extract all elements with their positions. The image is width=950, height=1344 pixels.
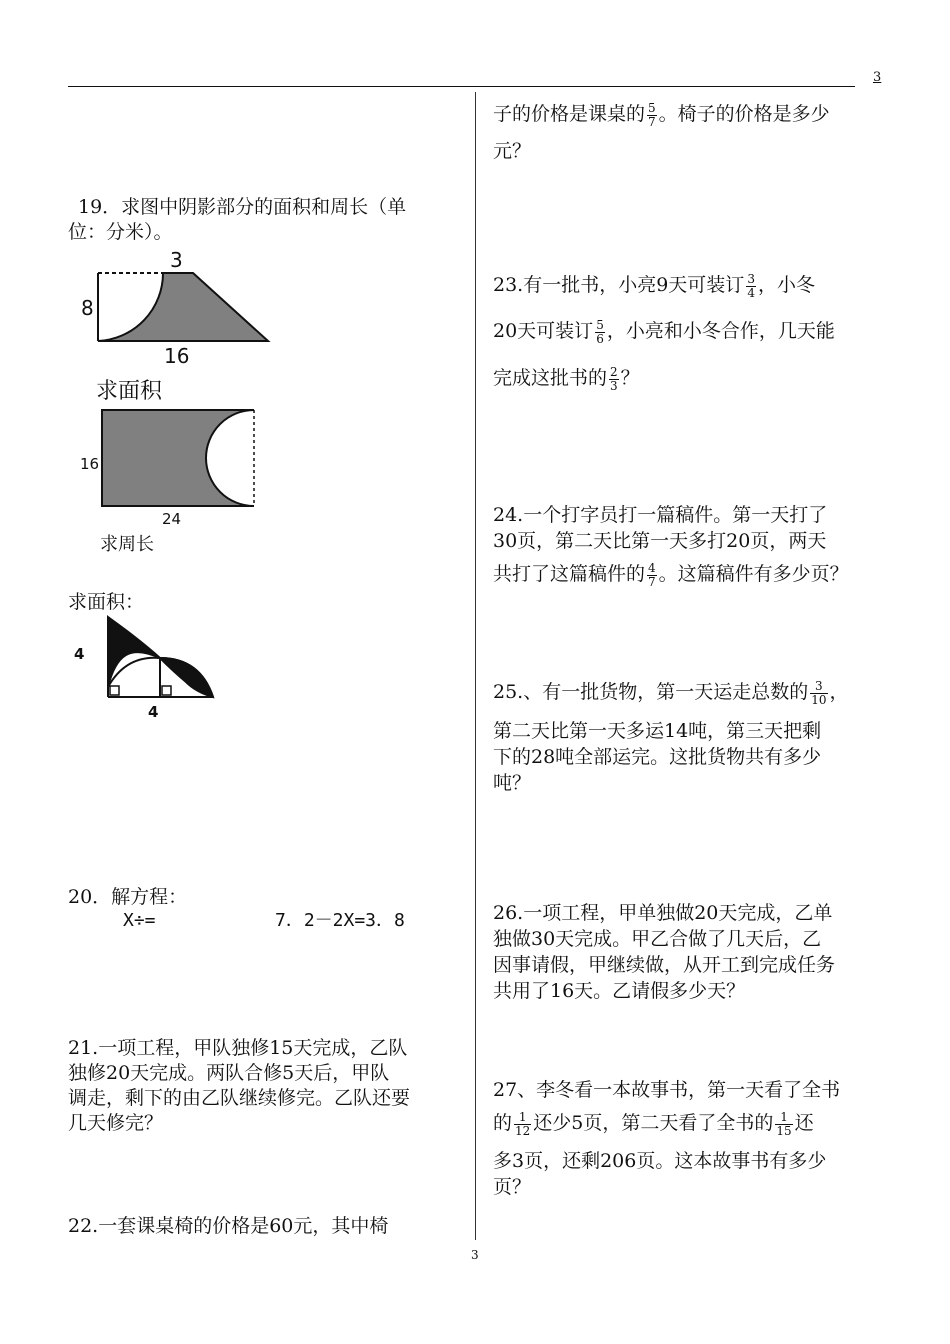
q23-frac3-den: 3 <box>610 378 618 393</box>
q23-frac2-den: 6 <box>596 331 604 346</box>
q27-frac1-den: 12 <box>515 1123 531 1138</box>
q21-line2: 独修20天完成。两队合修5天后，甲队 <box>68 1062 390 1084</box>
q25-frac-num: 3 <box>810 680 827 694</box>
q23-l1-pre: 23.有一批书，小亮9天可装订 <box>493 274 745 296</box>
q22-line2-pre: 子的价格是课桌的 <box>493 103 646 125</box>
q27-line1: 27、李冬看一本故事书，第一天看了全书 <box>493 1079 841 1101</box>
fig1-bottom-label: 16 <box>164 344 190 368</box>
q22-line1: 22.一套课桌椅的价格是60元，其中椅 <box>68 1215 389 1237</box>
fig2-caption: 求周长 <box>100 534 154 555</box>
q23-fraction-1 <box>746 273 756 300</box>
fig3-left-label: 4 <box>74 645 85 663</box>
q25-l1-pre: 25.、有一批货物，第一天运走总数的 <box>493 681 809 703</box>
q25-l1-post: ， <box>829 681 849 703</box>
q22-frac-den: 7 <box>648 114 656 129</box>
q27-l2-a: 的 <box>493 1112 513 1134</box>
q21-line4: 几天修完？ <box>68 1112 164 1134</box>
q23-l1-post: ，小冬 <box>757 274 815 296</box>
q23-line3 <box>493 363 640 393</box>
q27-frac2-den: 15 <box>776 1123 792 1138</box>
q27-l2-c: 还 <box>794 1112 814 1134</box>
q22-line2-post: 。椅子的价格是多少 <box>658 103 830 125</box>
q25-line3: 下的28吨全部运完。这批货物共有多少 <box>493 746 822 768</box>
q20-equation-1: X÷= <box>123 910 156 931</box>
q20-title: 20．解方程： <box>68 886 188 908</box>
fig1-top-label: 3 <box>170 248 183 272</box>
q23-l3-post: ？ <box>620 367 640 389</box>
q25-line4: 吨？ <box>493 772 532 794</box>
figure-rectangle <box>78 403 278 528</box>
q20-equation-2: 7．2－2X=3．8 <box>275 910 405 931</box>
q27-frac1-num: 1 <box>514 1111 531 1125</box>
q24-line3 <box>493 559 849 589</box>
q23-frac2-num: 5 <box>596 317 604 332</box>
q21-line1: 21.一项工程，甲队独修15天完成，乙队 <box>68 1037 408 1059</box>
q27-frac2-num: 1 <box>775 1111 792 1125</box>
q27-fraction-1 <box>514 1111 531 1138</box>
q24-line2: 30页，第二天比第一天多打20页，两天 <box>493 530 827 552</box>
fig2-bottom-label: 24 <box>162 510 182 528</box>
footer-page-number: 3 <box>471 1248 479 1262</box>
q27-line2 <box>493 1108 814 1138</box>
q27-fraction-2 <box>775 1111 792 1138</box>
q23-line2 <box>493 316 835 346</box>
q26-line2: 独做30天完成。甲乙合做了几天后，乙 <box>493 928 822 950</box>
q23-l2-post: ，小亮和小冬合作，几天能 <box>606 320 835 342</box>
q23-fraction-3 <box>609 366 619 393</box>
q24-frac-den: 7 <box>648 574 656 589</box>
q27-l2-b: 还少5页，第二天看了全书的 <box>533 1112 774 1134</box>
fig2-left-label: 16 <box>80 455 100 473</box>
q22-frac-num: 5 <box>648 100 656 115</box>
q21-line3: 调走，剩下的由乙队继续修完。乙队还要 <box>68 1087 411 1109</box>
header-page-number: 3 <box>873 70 882 85</box>
q24-fraction <box>647 562 657 589</box>
q24-frac-num: 4 <box>648 560 656 575</box>
q27-line3: 多3页，还剩206页。这本故事书有多少 <box>493 1150 827 1172</box>
q19-line2: 位：分米）。 <box>68 221 173 243</box>
fig1-left-label: 8 <box>81 296 94 320</box>
q23-l3-pre: 完成这批书的 <box>493 367 608 389</box>
q25-fraction <box>810 680 827 707</box>
q26-line4: 共用了16天。乙请假多少天？ <box>493 980 746 1002</box>
q22-fraction <box>647 102 657 129</box>
q25-line2: 第二天比第一天多运14吨，第三天把剩 <box>493 720 822 742</box>
header-rule <box>68 86 855 87</box>
q23-frac1-num: 3 <box>747 271 755 286</box>
q23-fraction-2 <box>595 319 605 346</box>
q22-line3: 元？ <box>493 140 532 162</box>
q26-line3: 因事请假，甲继续做，从开工到完成任务 <box>493 954 836 976</box>
q25-line1 <box>493 677 849 707</box>
fig3-bottom-label: 4 <box>148 703 159 721</box>
q24-line1: 24.一个打字员打一篇稿件。第一天打了 <box>493 504 828 526</box>
column-divider <box>475 92 476 1240</box>
q23-frac1-den: 4 <box>747 285 755 300</box>
q22-line2 <box>493 99 830 129</box>
figure-leaf <box>68 612 228 722</box>
q24-l3-pre: 共打了这篇稿件的 <box>493 563 646 585</box>
q23-l2-pre: 20天可装订 <box>493 320 594 342</box>
q23-line1 <box>493 270 815 300</box>
q27-line4: 页？ <box>493 1176 532 1198</box>
fig3-title: 求面积： <box>68 591 145 613</box>
q24-l3-post: 。这篇稿件有多少页？ <box>658 563 849 585</box>
q26-line1: 26.一项工程，甲单独做20天完成，乙单 <box>493 902 833 924</box>
q19-line1: 19．求图中阴影部分的面积和周长（单 <box>78 196 407 218</box>
q23-frac3-num: 2 <box>610 364 618 379</box>
fig1-caption: 求面积 <box>96 379 163 404</box>
q25-frac-den: 10 <box>811 692 827 707</box>
figure-trapezoid <box>78 248 278 373</box>
